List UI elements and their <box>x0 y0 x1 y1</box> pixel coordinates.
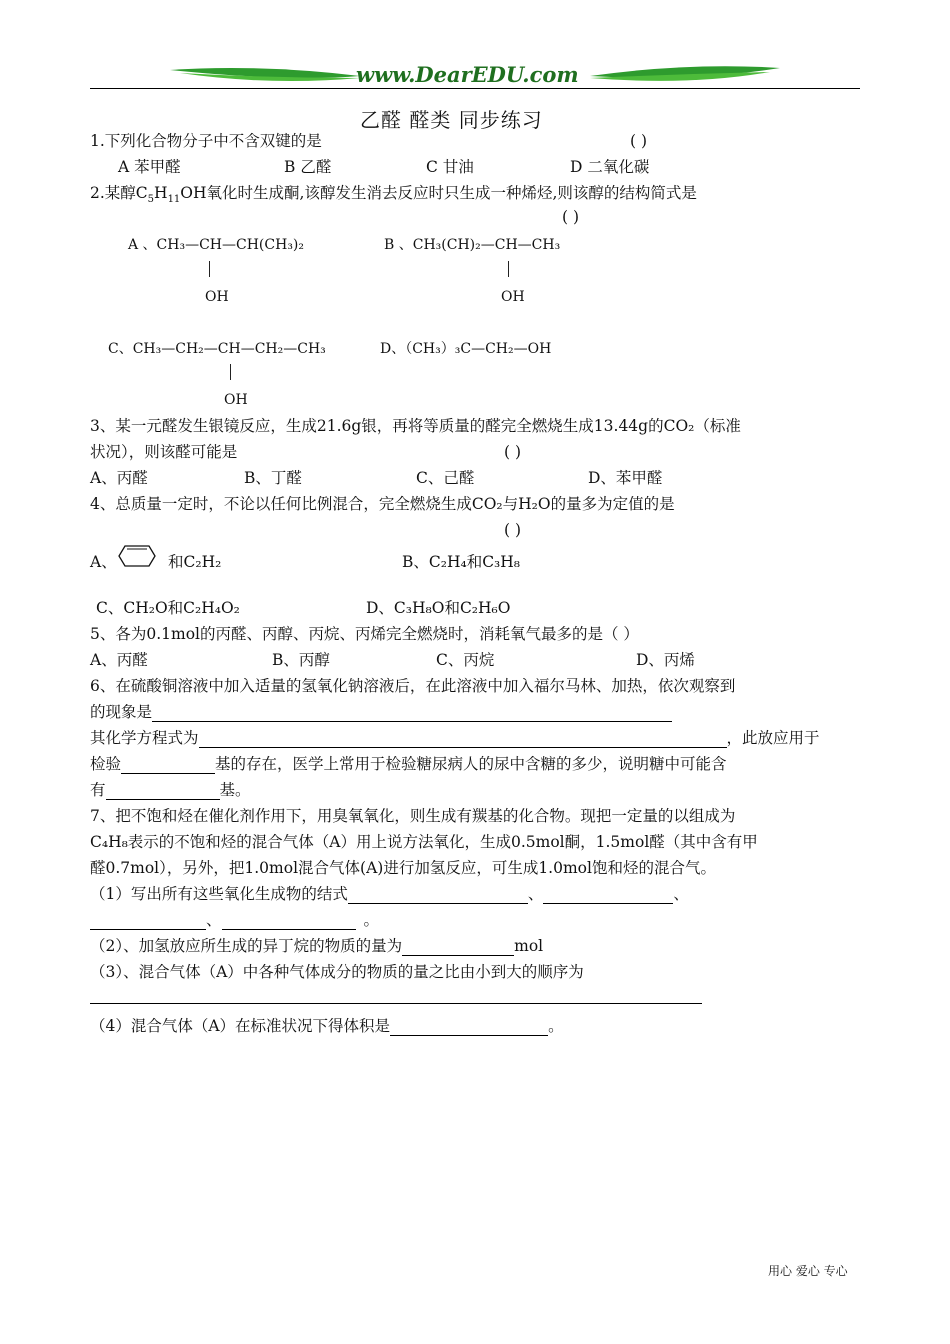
q6-line4-tail: 基的存在，医学上常用于检验糖尿病人的尿中含糖的多少，说明糖中可能含 <box>215 755 727 773</box>
q7-sub2 <box>90 936 543 956</box>
q4-option-a-suffix: 和C₂H₂ <box>168 553 222 571</box>
q4-option-b: B、C₂H₄和C₃H₈ <box>402 553 520 571</box>
q6-line5-tail: 基。 <box>219 781 251 799</box>
q6-phenomenon-blank[interactable] <box>152 705 672 722</box>
q5-option-c: C、丙烷 <box>436 651 495 669</box>
q2-option-b: B 、CH₃(CH)₂—CH—CH₃ <box>384 237 561 253</box>
q2-c-oh: OH <box>224 392 248 408</box>
header-rule <box>90 88 860 89</box>
q6-line4-text: 检验 <box>90 755 122 773</box>
q7-sub1-sep2: 、 <box>673 885 689 903</box>
q1-option-c: C 甘油 <box>426 158 474 176</box>
q7-structure-blank-3[interactable] <box>90 913 206 930</box>
q7-line1: 7、把不饱和烃在催化剂作用下，用臭氧氧化，则生成有羰基的化合物。现把一定量的以组成为 <box>90 807 736 825</box>
q7-sub2-text: （2）、加氢放应所生成的异丁烷的物质的量为 <box>90 937 403 955</box>
q6-line3 <box>90 728 820 748</box>
q4-option-c: C、CH₂O和C₂H₄O₂ <box>96 599 240 617</box>
benzene-ring-icon <box>117 544 157 568</box>
q6-line3-tail: ，此放应用于 <box>726 729 820 747</box>
q7-sub2-unit: mol <box>514 937 544 955</box>
q2-bracket: ( ) <box>562 208 580 226</box>
q4-bracket: ( ) <box>504 521 522 539</box>
q2-sub: 5 <box>147 194 155 206</box>
q7-line3: 醛0.7mol），另外，把1.0mol混合气体(A)进行加氢反应，可生成1.0mol饱和烃的混合气。 <box>90 859 716 877</box>
q3-line1: 3、某一元醛发生银镜反应，生成21.6g银，再将等质量的醛完全燃烧生成13.44g的CO₂（标准 <box>90 417 741 435</box>
q7-sub1-text: （1）写出所有这些氧化生成物的结式 <box>90 885 348 903</box>
q4-option-d: D、C₃H₈O和C₂H₆O <box>366 599 511 617</box>
q2-stem-part: OH氧化时生成酮,该醇发生消去反应时只生成一种烯烃,则该醇的结构简式是 <box>180 184 697 202</box>
q1-option-a: A 苯甲醛 <box>118 158 181 176</box>
q5-option-b: B、丙醇 <box>272 651 330 669</box>
q7-line2: C₄H₈表示的不饱和烃的混合气体（A）用上说方法氧化，生成0.5mol酮，1.5mol醛（其中含有甲 <box>90 833 758 851</box>
q2-stem-part: H <box>154 184 168 202</box>
q7-structure-blank-1[interactable] <box>348 887 528 904</box>
q6-equation-blank[interactable] <box>199 731 727 748</box>
q6-line4 <box>90 754 727 774</box>
q2-option-c: C、CH₃—CH₂—CH—CH₂—CH₃ <box>108 341 326 357</box>
q5-option-a: A、丙醛 <box>90 651 148 669</box>
q7-sub4-text: （4）混合气体（A）在标准状况下得体积是 <box>90 1017 391 1035</box>
q6-line2 <box>90 702 672 722</box>
q2-sub: 11 <box>167 194 181 206</box>
q1-bracket: ( ) <box>630 132 648 150</box>
q7-sub1-end: 。 <box>363 911 380 929</box>
q6-line3-text: 其化学方程式为 <box>90 729 199 747</box>
q7-sub1-sep3: 、 <box>206 911 222 929</box>
q6-group-blank-1[interactable] <box>121 757 215 774</box>
q6-line5 <box>90 780 251 800</box>
q2-c-bond <box>230 364 231 380</box>
q3-option-c: C、己醛 <box>416 469 475 487</box>
q2-option-d: D、（CH₃）₃C—CH₂—OH <box>380 341 552 357</box>
q7-volume-blank[interactable] <box>390 1019 548 1036</box>
q1-stem: 1.下列化合物分子中不含双键的是 <box>90 132 322 150</box>
q3-bracket: ( ) <box>504 443 522 461</box>
q1-option-d: D 二氧化碳 <box>570 158 650 176</box>
q4-option-a-prefix: A、 <box>90 553 117 571</box>
q3-option-d: D、苯甲醛 <box>588 469 663 487</box>
q6-line5-text: 有 <box>90 781 106 799</box>
q5-stem: 5、各为0.1mol的丙醛、丙醇、丙烷、丙烯完全燃烧时，消耗氧气最多的是（ ） <box>90 625 639 643</box>
q2-option-a: A 、CH₃—CH—CH(CH₃)₂ <box>128 237 305 253</box>
q7-sub3: （3）、混合气体（A）中各种气体成分的物质的量之比由小到大的顺序为 <box>90 963 584 981</box>
q4-stem: 4、总质量一定时，不论以任何比例混合，完全燃烧生成CO₂与H₂O的量多为定值的是 <box>90 495 675 513</box>
q7-sub3-blank[interactable] <box>90 1003 702 1004</box>
q7-sub1 <box>90 884 689 904</box>
q2-b-bond <box>508 261 509 277</box>
q2-a-bond <box>209 261 210 277</box>
q7-sub4 <box>90 1016 564 1036</box>
q7-structure-blank-4[interactable] <box>222 913 356 930</box>
q2-stem-part: 2.某醇C <box>90 184 148 202</box>
q2-a-oh: OH <box>205 289 229 305</box>
q7-sub1-cont <box>90 910 379 930</box>
page-title: 乙醛 醛类 同步练习 <box>360 108 543 132</box>
logo-text: www.DearEDU.com <box>356 62 579 87</box>
q7-structure-blank-2[interactable] <box>543 887 673 904</box>
q7-sub1-sep: 、 <box>527 885 544 903</box>
page-footer: 用心 爱心 专心 <box>768 1264 848 1278</box>
q3-option-b: B、丁醛 <box>244 469 302 487</box>
q7-isobutane-blank[interactable] <box>402 939 514 956</box>
q2-b-oh: OH <box>501 289 525 305</box>
q3-option-a: A、丙醛 <box>90 469 148 487</box>
q7-sub4-end: 。 <box>548 1017 564 1035</box>
q5-option-d: D、丙烯 <box>636 651 695 669</box>
q6-group-blank-2[interactable] <box>106 783 220 800</box>
q6-line2-text: 的现象是 <box>90 703 153 721</box>
q1-option-b: B 乙醛 <box>284 158 332 176</box>
q3-line2: 状况），则该醛可能是 <box>90 443 238 461</box>
q2-stem <box>90 183 697 210</box>
q6-line1: 6、在硫酸铜溶液中加入适量的氢氧化钠溶液后，在此溶液中加入福尔马林、加热，依次观察到 <box>90 677 736 695</box>
